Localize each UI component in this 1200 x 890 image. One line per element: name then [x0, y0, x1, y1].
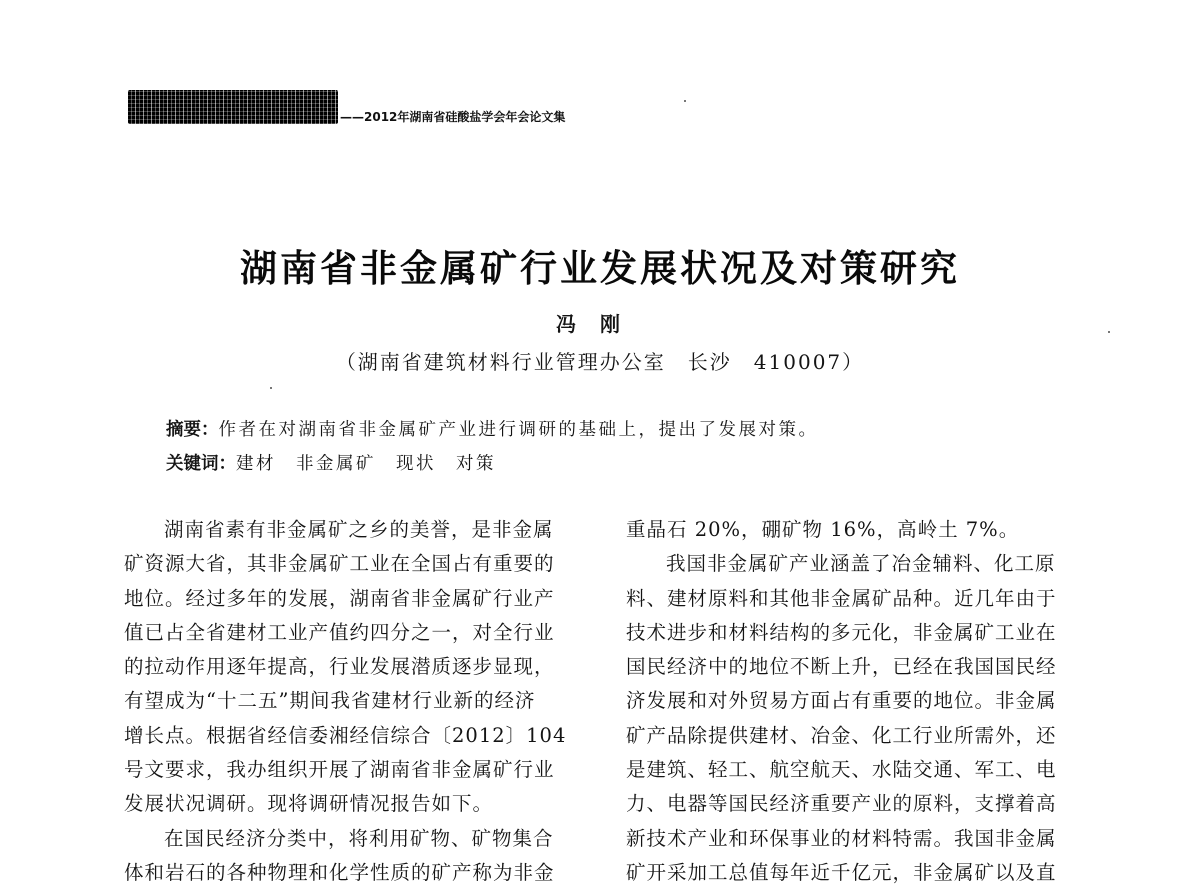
body-line: 的拉动作用逐年提高，行业发展潜质逐步显现， [124, 655, 555, 679]
body-line: 重晶石 20%，硼矿物 16%，高岭土 7%。 [626, 518, 1020, 541]
scan-speck [684, 100, 686, 102]
keywords [166, 450, 496, 475]
body-line: 体和岩石的各种物理和化学性质的矿产称为非金 [124, 860, 555, 884]
body-line: 技术进步和材料结构的多元化，非金属矿工业在 [626, 620, 1057, 644]
body-line: 发展状况调研。现将调研情况报告如下。 [124, 792, 494, 816]
keywords-label: 关键词： [166, 454, 236, 474]
body-line: 地位。经过多年的发展，湖南省非金属矿行业产 [124, 586, 555, 610]
body-line: 在国民经济分类中，将利用矿物、矿物集合 [164, 826, 554, 850]
body-line: 力、电器等国民经济重要产业的原料，支撑着高 [626, 792, 1057, 816]
body-line: 矿资源大省，其非金属矿工业在全国占有重要的 [124, 552, 555, 576]
body-line: 有望成为“十二五”期间我省建材行业新的经济 [124, 689, 536, 713]
abstract-text: 作者在对湖南省非金属矿产业进行调研的基础上，提出了发展对策。 [218, 420, 819, 440]
keywords-text: 建材 非金属矿 现状 对策 [236, 454, 496, 474]
body-line: 增长点。根据省经信委湘经信综合〔2012〕104 [124, 723, 567, 747]
scan-speck [270, 387, 272, 389]
body-column-right [626, 513, 1084, 890]
abstract [166, 416, 819, 441]
body-column-left [124, 513, 582, 890]
body-line: 湖南省素有非金属矿之乡的美誉，是非金属 [164, 518, 554, 541]
body-line: 是建筑、轻工、航空航天、水陆交通、军工、电 [626, 758, 1057, 782]
body-line: 料、建材原料和其他非金属矿品种。近几年由于 [626, 586, 1057, 610]
body-line: 济发展和对外贸易方面占有重要的地位。非金属 [626, 689, 1057, 713]
abstract-label: 摘要： [166, 420, 219, 440]
body-line: 矿开采加工总值每年近千亿元，非金属矿以及直 [626, 860, 1057, 884]
body-line: 矿产品除提供建材、冶金、化工行业所需外，还 [626, 723, 1057, 747]
body-line: 国民经济中的地位不断上升，已经在我国国民经 [626, 655, 1057, 679]
paper-title: 湖南省非金属矿行业发展状况及对策研究 [240, 247, 960, 290]
body-line: 我国非金属矿产业涵盖了冶金辅料、化工原 [666, 552, 1056, 576]
body-line: 新技术产业和环保事业的材料特需。我国非金属 [626, 826, 1057, 850]
body-line: 值已占全省建材工业产值约四分之一，对全行业 [124, 620, 555, 644]
proceedings-series-title: ——2012年湖南省硅酸盐学会年会论文集 [340, 110, 566, 124]
author-name: 冯刚 [556, 312, 644, 336]
author-affiliation: （湖南省建筑材料行业管理办公室 长沙 410007） [335, 350, 865, 374]
journal-logo-mark [128, 90, 338, 124]
body-line: 号文要求，我办组织开展了湖南省非金属矿行业 [124, 758, 555, 782]
